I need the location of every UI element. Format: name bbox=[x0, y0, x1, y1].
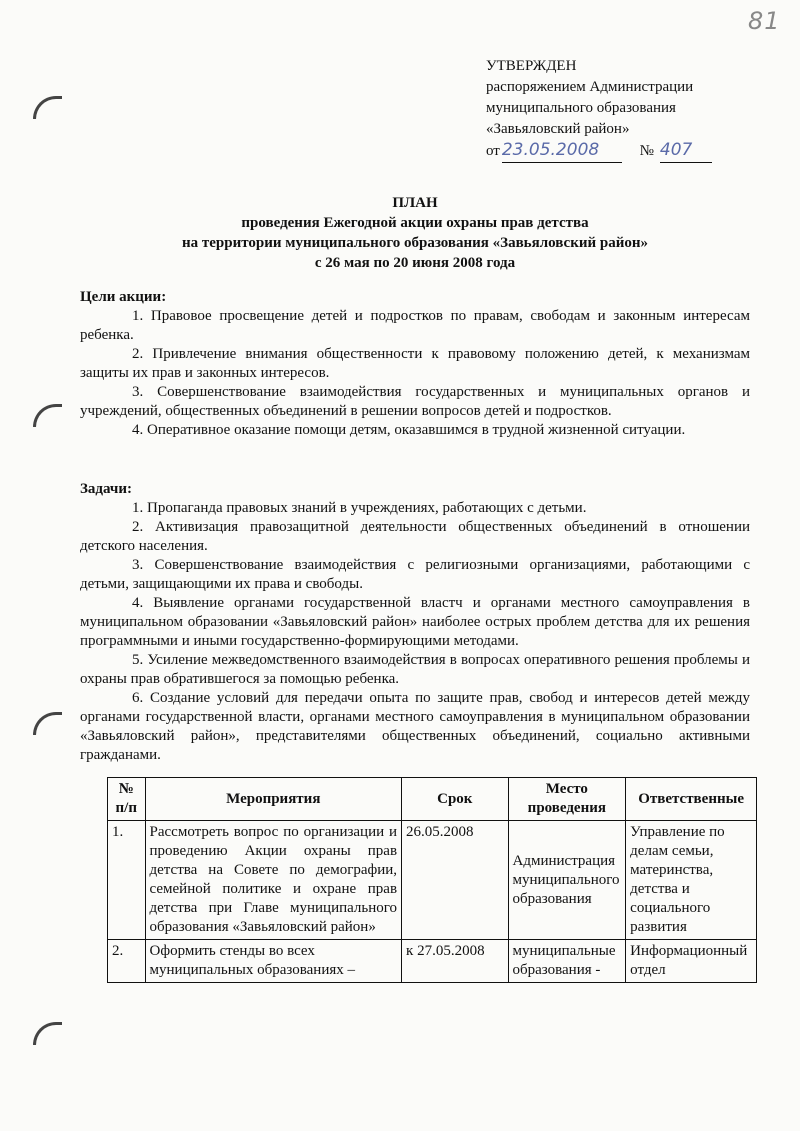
approval-line: муниципального образования bbox=[486, 100, 676, 116]
plan-period: с 26 мая по 20 июня 2008 года bbox=[314, 255, 516, 271]
event-cell: Рассмотреть вопрос по организации и проведению Акции охраны прав детства на Совете по демографии, семейной политике и охране прав детства при Главе муниципального образования «Завьяловский район» bbox=[145, 821, 402, 940]
number-field bbox=[660, 140, 712, 163]
column-header: Мероприятия bbox=[145, 778, 402, 821]
approval-title: УТВЕРЖДЕН bbox=[486, 58, 577, 74]
goals-section bbox=[80, 288, 750, 440]
approval-date-row bbox=[486, 140, 746, 163]
plan-title: ПЛАН bbox=[392, 195, 438, 211]
plan-subtitle: проведения Ежегодной акции охраны прав детства bbox=[241, 215, 589, 231]
task-item: 5. Усиление межведомственного взаимодействия в вопросах оперативного решения проблемы и охраны прав обратившегося за помощью ребенка. bbox=[80, 652, 750, 687]
goal-item: 4. Оперативное оказание помощи детям, оказавшимся в трудной жизненной ситуации. bbox=[132, 422, 686, 438]
approval-block bbox=[486, 56, 746, 163]
punch-hole-mark bbox=[33, 1022, 62, 1045]
responsible-cell: Информационный отдел bbox=[626, 940, 757, 983]
task-item: 2. Активизация правозащитной деятельности общественных объединений в отношении детского населения. bbox=[80, 519, 750, 554]
plan-subtitle: на территории муниципального образования «Завьяловский район» bbox=[181, 235, 649, 251]
approval-line: распоряжением Администрации bbox=[486, 79, 694, 95]
punch-hole-mark bbox=[33, 96, 62, 119]
task-item: 3. Совершенствование взаимодействия с религиозными организациями, работающими с детьми, защищающими их права и свободы. bbox=[80, 557, 750, 592]
date-field bbox=[502, 140, 622, 163]
approval-line: «Завьяловский район» bbox=[486, 121, 630, 137]
term-cell: к 27.05.2008 bbox=[402, 940, 508, 983]
column-header: Ответственные bbox=[626, 778, 757, 821]
table-row bbox=[108, 940, 757, 983]
table-header-row bbox=[108, 778, 757, 821]
task-item: 1. Пропаганда правовых знаний в учреждениях, работающих с детьми. bbox=[132, 500, 587, 516]
place-cell: Администрация муниципального образования bbox=[508, 821, 626, 940]
goals-heading: Цели акции: bbox=[80, 289, 167, 305]
plan-title-block bbox=[80, 193, 750, 273]
handwritten-number: 407 bbox=[659, 140, 693, 160]
goal-item: 3. Совершенствование взаимодействия государственных и муниципальных органов и учреждений, общественных объединений в решении вопросов детей и подростков. bbox=[80, 384, 750, 419]
row-number: 1. bbox=[108, 821, 146, 940]
task-item: 6. Создание условий для передачи опыта по защите прав, свобод и интересов детей между органами государственной власти, органами местного самоуправления в муниципальном образовании «Завьяловский район», представителями общественных объединений, социально активными гражданами. bbox=[80, 690, 750, 763]
punch-hole-mark bbox=[33, 712, 62, 735]
task-item: 4. Выявление органами государственной властч и органами местного самоуправления в муниципальном образовании «Завьяловский район» наиболее острых проблем детства для их решения программными и иными государственно-формирующими методами. bbox=[80, 595, 750, 649]
tasks-section bbox=[80, 480, 750, 765]
term-cell: 26.05.2008 bbox=[402, 821, 508, 940]
column-header: № п/п bbox=[108, 778, 146, 821]
punch-hole-mark bbox=[33, 404, 62, 427]
event-cell: Оформить стенды во всех муниципальных образованиях – bbox=[145, 940, 402, 983]
column-header: Место проведения bbox=[508, 778, 626, 821]
page-number: 81 bbox=[748, 7, 781, 35]
row-number: 2. bbox=[108, 940, 146, 983]
events-table bbox=[107, 777, 757, 983]
column-header: Срок bbox=[402, 778, 508, 821]
tasks-heading: Задачи: bbox=[80, 481, 133, 497]
handwritten-date: 23.05.2008 bbox=[501, 140, 600, 160]
from-label: от bbox=[486, 143, 500, 159]
number-label: № bbox=[639, 143, 654, 159]
table-row bbox=[108, 821, 757, 940]
responsible-cell: Управление по делам семьи, материнства, детства и социального развития bbox=[626, 821, 757, 940]
place-cell: муниципальные образования - bbox=[508, 940, 626, 983]
goal-item: 1. Правовое просвещение детей и подростков по правам, свободам и законным интересам ребенка. bbox=[80, 308, 750, 343]
goal-item: 2. Привлечение внимания общественности к правовому положению детей, к механизмам защиты их прав и законных интересов. bbox=[80, 346, 750, 381]
